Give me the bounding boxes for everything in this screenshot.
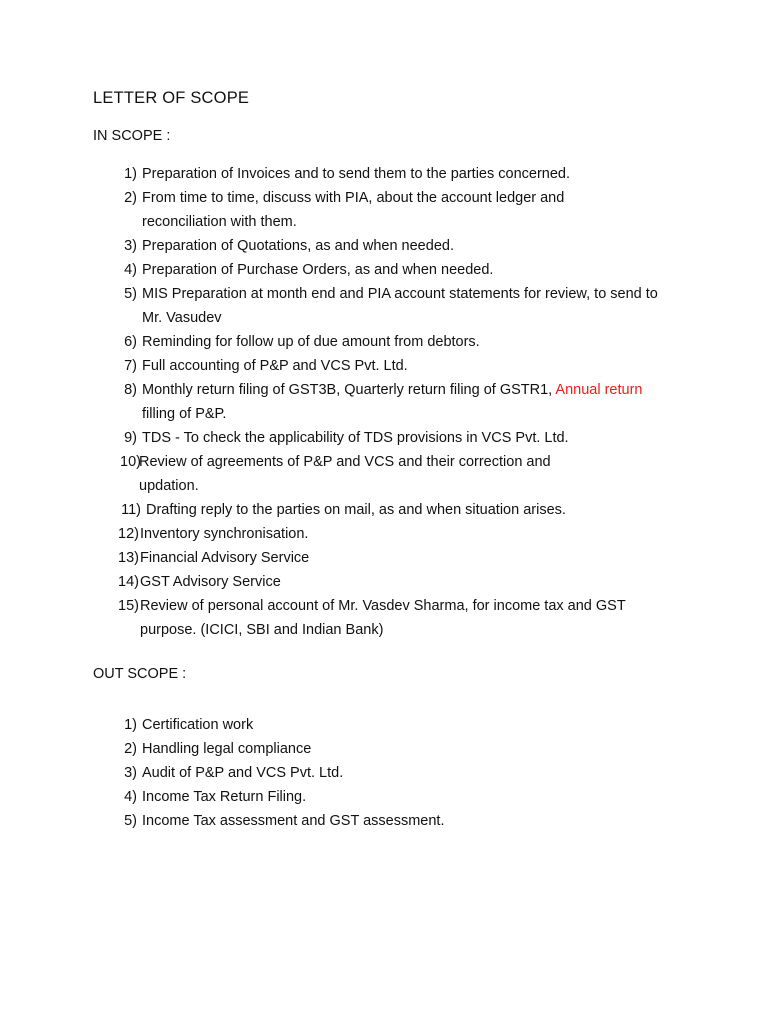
item-text: Inventory synchronisation. <box>140 526 309 542</box>
list-item <box>0 186 768 234</box>
list-item <box>0 258 768 282</box>
list-item <box>0 162 768 186</box>
list-item <box>0 426 768 450</box>
item-number: 7) <box>124 358 137 374</box>
item-text: Handling legal compliance <box>142 741 312 757</box>
item-text: Preparation of Quotations, as and when needed. <box>142 238 454 254</box>
item-number: 8) <box>124 382 137 398</box>
item-text: Preparation of Invoices and to send them to the parties concerned. <box>142 166 571 182</box>
in-scope-list <box>0 162 768 642</box>
item-text: Review of personal account of Mr. Vasdev Sharma, for income tax and GST purpose. (ICICI, SBI and Indian Bank) <box>140 598 626 638</box>
item-number: 1) <box>124 717 137 733</box>
document-title: LETTER OF SCOPE <box>93 89 250 107</box>
out-scope-list <box>0 713 768 833</box>
list-item <box>0 785 768 809</box>
item-text: Income Tax assessment and GST assessment. <box>142 813 445 829</box>
list-item <box>0 450 768 498</box>
list-item <box>0 713 768 737</box>
item-number: 3) <box>124 765 137 781</box>
item-number: 4) <box>124 262 137 278</box>
list-item <box>0 761 768 785</box>
list-item <box>0 570 768 594</box>
item-number: 6) <box>124 334 137 350</box>
list-item <box>0 809 768 833</box>
in-scope-heading: IN SCOPE : <box>93 128 171 144</box>
item-text: GST Advisory Service <box>140 574 281 590</box>
item-text: Financial Advisory Service <box>140 550 310 566</box>
item-number: 2) <box>124 741 137 757</box>
item-text: Review of agreements of P&P and VCS and their correction and updation. <box>139 454 551 494</box>
item-text: Full accounting of P&P and VCS Pvt. Ltd. <box>142 358 408 374</box>
list-item <box>0 354 768 378</box>
item-number: 12) <box>118 526 139 542</box>
list-item <box>0 282 768 330</box>
item-text: Reminding for follow up of due amount from debtors. <box>142 334 480 350</box>
item-number: 9) <box>124 430 137 446</box>
list-item <box>0 737 768 761</box>
item-text: TDS - To check the applicability of TDS provisions in VCS Pvt. Ltd. <box>142 430 569 446</box>
item-number: 13) <box>118 550 139 566</box>
item-number: 5) <box>124 286 137 302</box>
list-item <box>0 498 768 522</box>
out-scope-heading: OUT SCOPE : <box>93 666 187 682</box>
item-text-highlight: Annual return <box>555 382 643 398</box>
list-item <box>0 594 768 642</box>
item-text: Certification work <box>142 717 254 733</box>
list-item <box>0 378 768 426</box>
item-text-plain: Monthly return filing of GST3B, Quarterly return filing of GSTR1, <box>142 382 556 398</box>
item-number: 14) <box>118 574 139 590</box>
item-text <box>142 378 677 426</box>
item-text: From time to time, discuss with PIA, about the account ledger and reconciliation with them. <box>142 190 565 230</box>
item-text: Drafting reply to the parties on mail, as and when situation arises. <box>146 502 566 518</box>
list-item <box>0 546 768 570</box>
item-number: 2) <box>124 190 137 206</box>
item-number: 5) <box>124 813 137 829</box>
item-text: MIS Preparation at month end and PIA account statements for review, to send to Mr. Vasudev <box>142 286 658 326</box>
list-item <box>0 522 768 546</box>
item-number: 15) <box>118 598 139 614</box>
item-number: 11) <box>121 502 141 518</box>
list-item <box>0 330 768 354</box>
list-item <box>0 234 768 258</box>
item-number: 3) <box>124 238 137 254</box>
item-text: Preparation of Purchase Orders, as and when needed. <box>142 262 494 278</box>
item-number: 4) <box>124 789 137 805</box>
item-text-plain: filling of P&P. <box>142 406 227 422</box>
item-number: 1) <box>124 166 137 182</box>
item-text: Income Tax Return Filing. <box>142 789 307 805</box>
item-text: Audit of P&P and VCS Pvt. Ltd. <box>142 765 344 781</box>
item-number: 10) <box>120 454 141 470</box>
